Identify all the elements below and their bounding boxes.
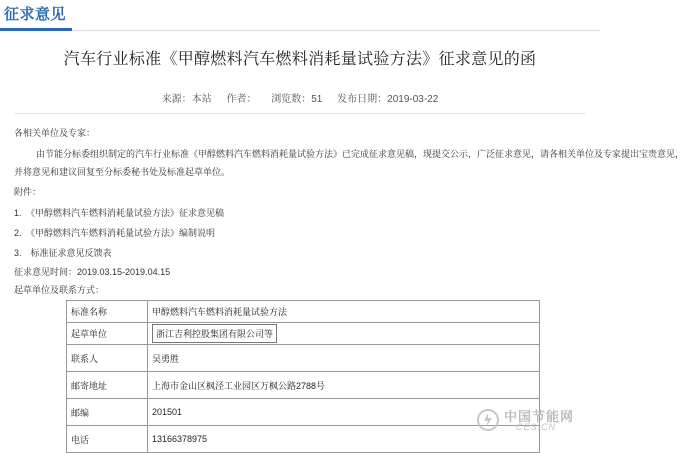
table-cell-value: 13166378975 (148, 426, 540, 453)
table-cell-label: 邮寄地址 (67, 372, 148, 399)
meta-divider (14, 113, 586, 114)
body-line-2: 并将意见和建议回复至分标委秘书处及标准起草单位。 (14, 167, 231, 177)
energy-logo-icon (476, 408, 500, 432)
table-row (67, 301, 540, 323)
table-cell-value: 201501 (148, 399, 540, 426)
attachment-item[interactable]: 2. 《甲醇燃料汽车燃料消耗量试验方法》编制说明 (14, 228, 216, 238)
section-title-underline (0, 28, 72, 31)
table-cell-text: 浙江吉利控股集团有限公司等 (152, 324, 277, 343)
table-row (67, 399, 540, 426)
table-cell-label: 电话 (67, 426, 148, 453)
watermark-text: 中国节能网 (504, 409, 575, 424)
table-cell-label: 邮编 (67, 399, 148, 426)
table-row (67, 372, 540, 399)
section-header (0, 0, 600, 31)
table-cell-value: 甲醇燃料汽车燃料消耗量试验方法 (148, 301, 540, 323)
table-cell-value: 吴勇胜 (148, 345, 540, 372)
meta-views: 浏览数：51 (271, 94, 323, 105)
table-cell-value (148, 323, 540, 345)
table-cell-label: 联系人 (67, 345, 148, 372)
contact-heading: 起草单位及联系方式： (14, 285, 105, 295)
attachment-item[interactable]: 1. 《甲醇燃料汽车燃料消耗量试验方法》征求意见稿 (14, 208, 225, 218)
watermark-sub: CES.CN (516, 422, 557, 432)
table-cell-value: 上海市金山区枫泾工业园区万枫公路2788号 (148, 372, 540, 399)
page-title: 汽车行业标准《甲醇燃料汽车燃料消耗量试验方法》征求意见的函 (63, 51, 537, 68)
meta-source: 来源：本站 (161, 94, 212, 105)
contact-table (66, 300, 540, 453)
watermark (476, 406, 594, 434)
comment-period: 征求意见时间：2019.03.15-2019.04.15 (14, 267, 171, 277)
meta-author: 作者： (226, 94, 257, 105)
article-meta (0, 90, 600, 105)
table-row (67, 345, 540, 372)
section-title: 征求意见 (4, 6, 67, 23)
meta-date: 发布日期：2019-03-22 (337, 94, 439, 105)
attachments-label: 附件： (14, 187, 42, 197)
salutation: 各相关单位及专家： (14, 128, 96, 138)
attachment-item[interactable]: 3. 标准征求意见反馈表 (14, 248, 112, 258)
body-line-1: 由节能分标委组织制定的汽车行业标准《甲醇燃料汽车燃料消耗量试验方法》已完成征求意见稿，现提交公示，广泛征求意见，请各相关单位及专家提出宝贵意见， (36, 149, 684, 159)
table-cell-label: 标准名称 (67, 301, 148, 323)
table-row (67, 323, 540, 345)
table-row (67, 426, 540, 453)
table-cell-label: 起草单位 (67, 323, 148, 345)
